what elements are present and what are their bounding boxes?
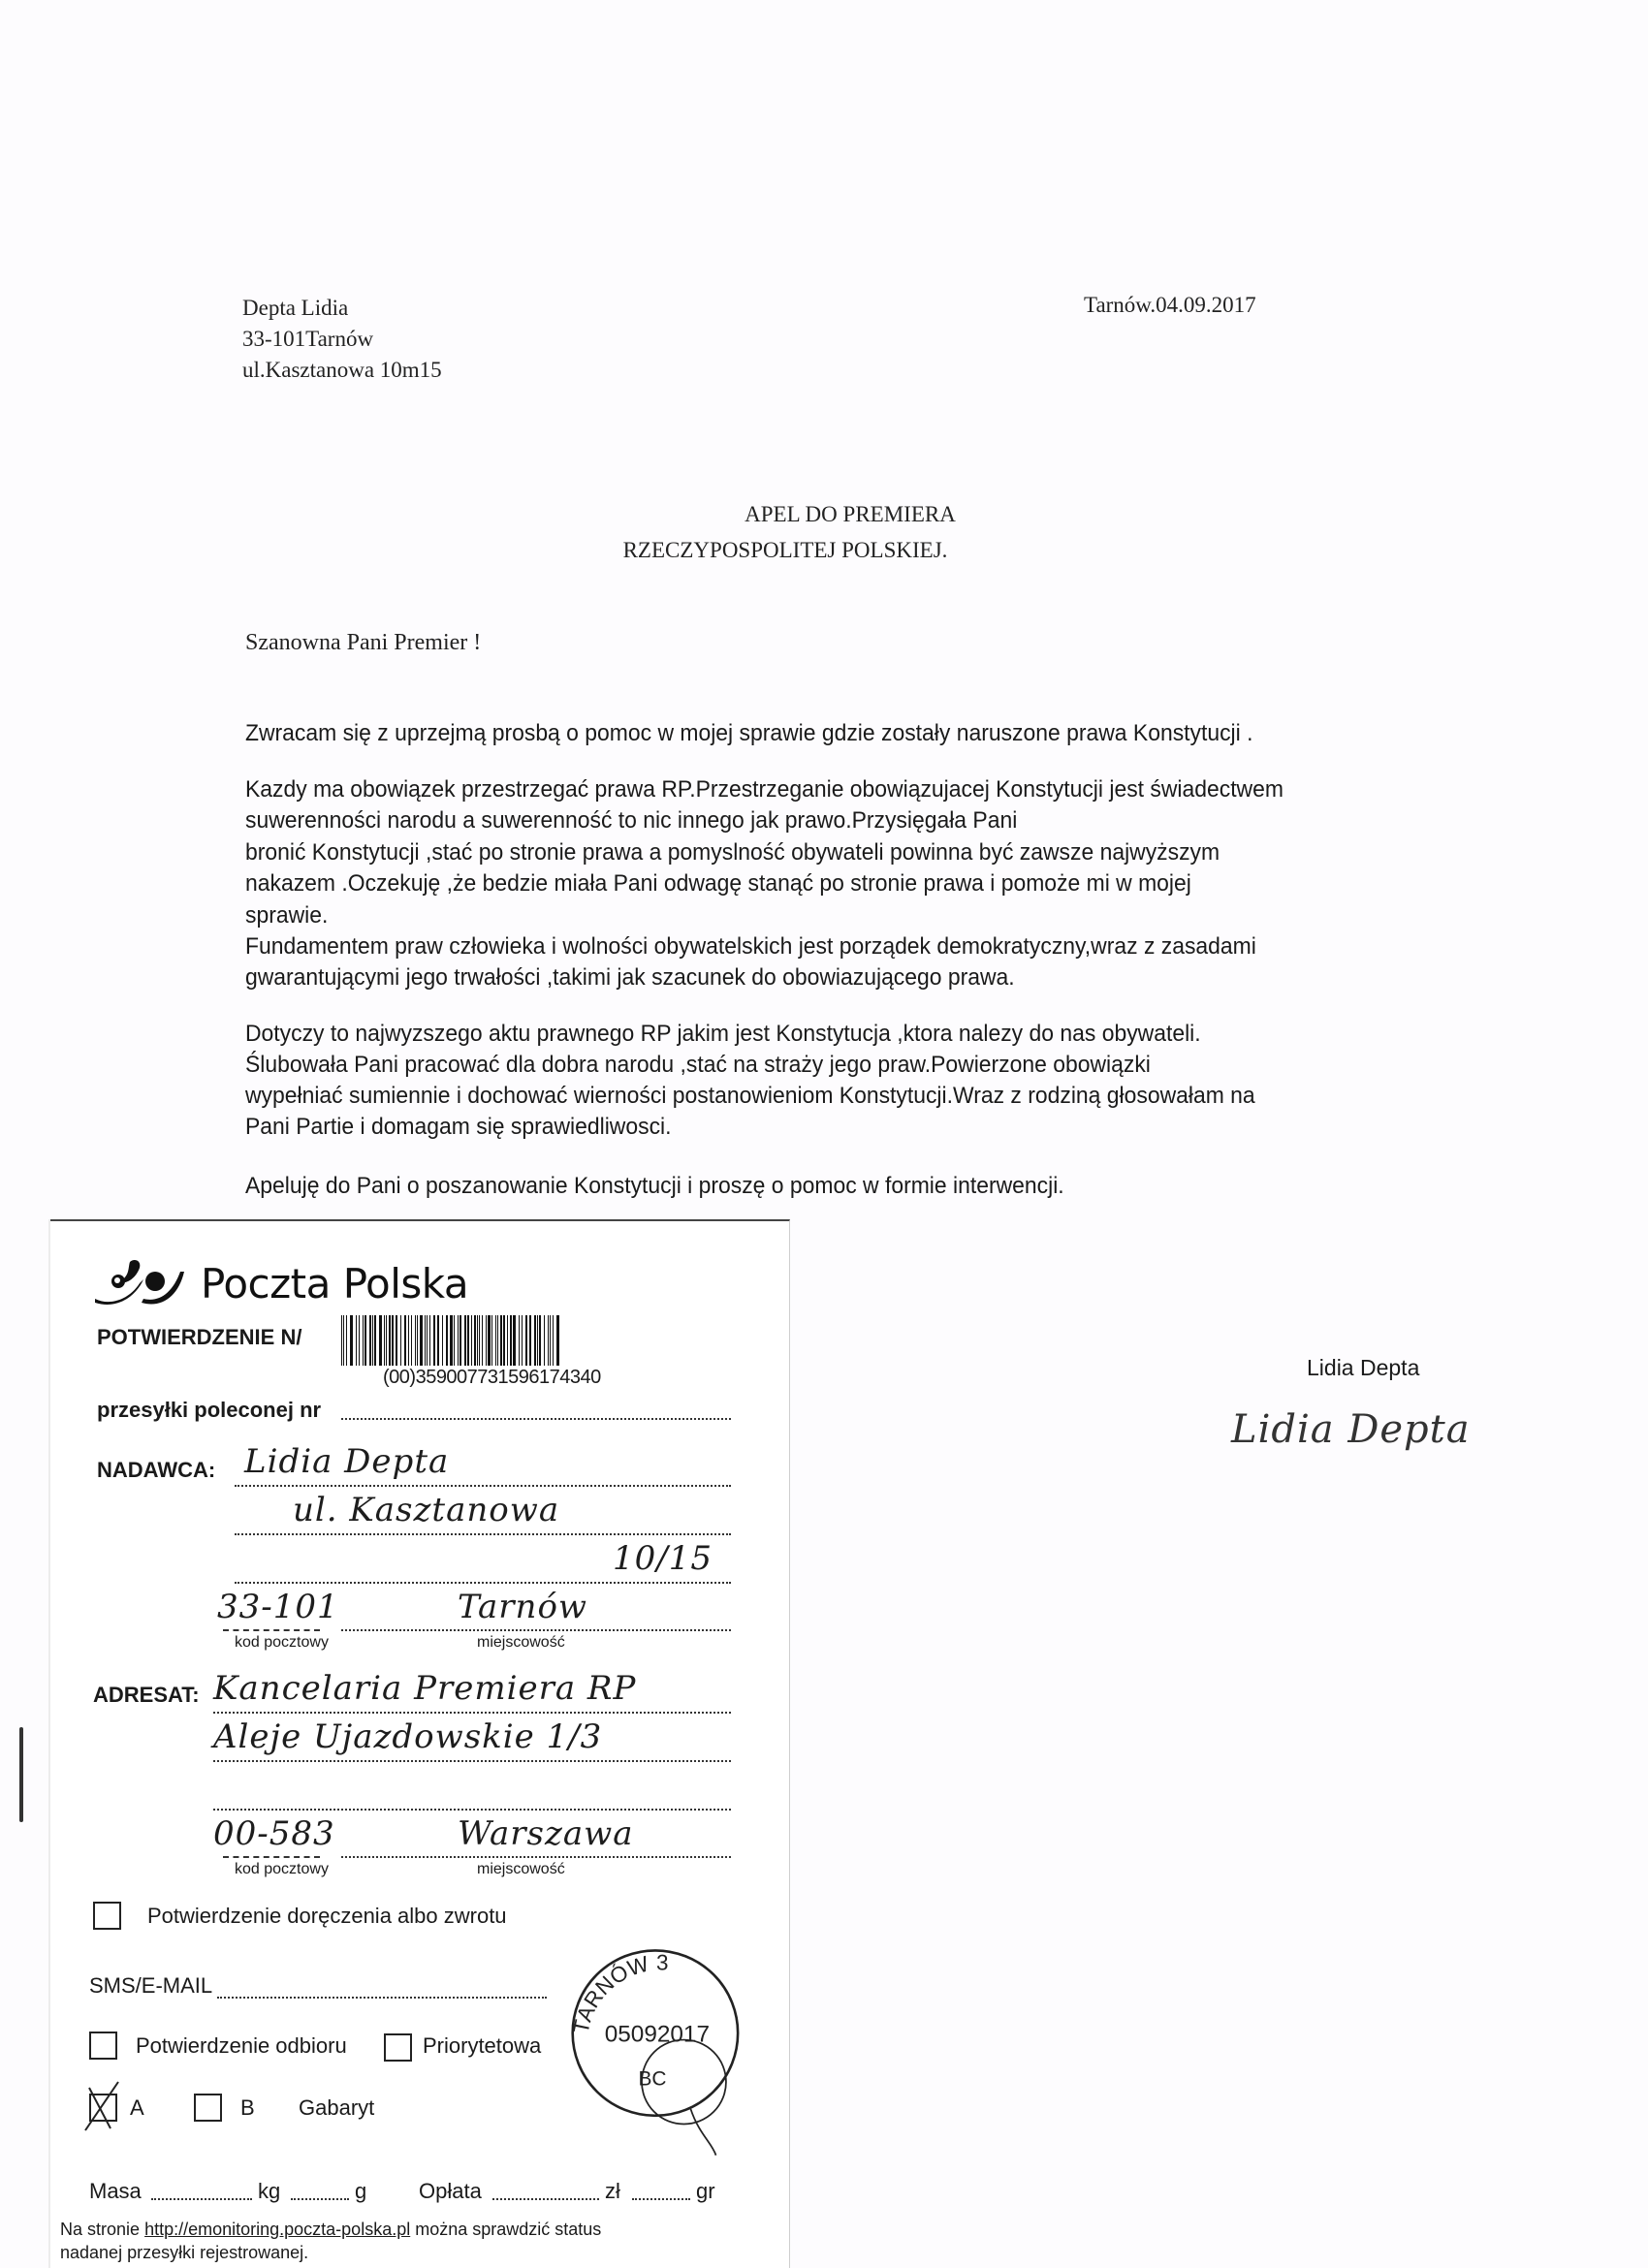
paragraph-line: sprawie.: [245, 902, 329, 929]
fee-gr-field[interactable]: [632, 2198, 690, 2200]
size-b-label: B: [240, 2095, 255, 2120]
sender-address: [242, 293, 442, 386]
city-caption: miejscowość: [477, 1634, 565, 1651]
zl-unit: zł: [605, 2179, 620, 2203]
postmark-stamp-icon: [564, 1934, 758, 2166]
salutation: Szanowna Pani Premier !: [245, 630, 482, 655]
receipt-heading: POTWIERDZENIE N/: [97, 1325, 302, 1349]
sender-line-1: [235, 1485, 731, 1487]
barcode-bar: [363, 1315, 364, 1366]
barcode-bar: [364, 1315, 366, 1366]
barcode-bar: [379, 1315, 382, 1366]
receipt-confirmation-label: Potwierdzenie odbioru: [136, 2033, 347, 2058]
sender-city-handwritten: Tarnów: [458, 1588, 588, 1626]
sender-label: NADAWCA:: [97, 1458, 216, 1482]
barcode-bar: [553, 1315, 554, 1366]
barcode-bar: [467, 1315, 469, 1366]
brand-name: Poczta Polska: [201, 1260, 469, 1307]
postal-receipt: [50, 1219, 790, 2268]
footer-suffix: można sprawdzić status: [415, 2220, 602, 2239]
barcode-bar: [356, 1315, 357, 1366]
fee-label: Opłata: [419, 2179, 482, 2203]
barcode-bar: [486, 1315, 487, 1366]
delivery-confirmation-label: Potwierdzenie doręczenia albo zwrotu: [147, 1904, 507, 1928]
sender-postcode-handwritten: 33-101: [217, 1588, 339, 1626]
sender-line-2: [235, 1533, 731, 1535]
receipt-confirmation-checkbox[interactable]: [89, 2032, 117, 2060]
barcode-bar: [343, 1315, 344, 1366]
barcode-bar: [420, 1315, 423, 1366]
addressee-postcode-handwritten: 00-583: [213, 1814, 335, 1853]
barcode-bar: [500, 1315, 502, 1366]
paragraph-line: Ślubowała Pani pracować dla dobra narodu ,stać na straży jego praw.Powierzone obowiązki: [245, 1052, 1151, 1078]
addressee-name-handwritten: Kancelaria Premiera RP: [213, 1669, 637, 1708]
barcode-bar: [386, 1315, 387, 1366]
barcode-bar: [539, 1315, 541, 1366]
size-a-label: A: [130, 2095, 144, 2120]
footer-line-1: [60, 2220, 601, 2240]
fee-zl-field[interactable]: [492, 2198, 599, 2200]
paragraph-line: nakazem .Oczekuję ,że bedzie miała Pani odwagę stanąć po stronie prawa i pomoże mi w mojej: [245, 870, 1191, 897]
barcode-bar: [372, 1315, 373, 1366]
barcode-bar: [550, 1315, 551, 1366]
footer-line-2: nadanej przesyłki rejestrowanej.: [60, 2243, 309, 2262]
paragraph-line: Kazdy ma obowiązek przestrzegać prawa RP.Przestrzeganie obowiązujacej Konstytucji jest świadectwem: [245, 776, 1284, 803]
sender-city: 33-101Tarnów: [242, 327, 374, 351]
barcode-bar: [384, 1315, 385, 1366]
barcode-bar: [495, 1315, 496, 1366]
priority-label: Priorytetowa: [423, 2033, 542, 2058]
sender-postcode-field: [223, 1629, 320, 1631]
size-a-checkbox[interactable]: [89, 2094, 117, 2122]
barcode-bar: [497, 1315, 498, 1366]
sender-name: Depta Lidia: [242, 296, 349, 320]
mass-g-field[interactable]: [291, 2198, 349, 2200]
barcode-bar: [374, 1315, 376, 1366]
barcode-bar: [556, 1315, 559, 1366]
barcode-bar: [427, 1315, 428, 1366]
registered-label: przesyłki poleconej nr: [97, 1398, 322, 1422]
paragraph-line: Fundamentem praw człowieka i wolności obywatelskich jest porządek demokratyczny,wraz z zasadami: [245, 933, 1256, 960]
barcode-bar: [389, 1315, 391, 1366]
place-date: Tarnów.04.09.2017: [1084, 293, 1256, 317]
sender-street: ul.Kasztanowa 10m15: [242, 358, 442, 382]
city-caption: miejscowość: [477, 1861, 565, 1877]
footer-prefix: Na stronie: [60, 2220, 141, 2239]
barcode-bar: [359, 1315, 360, 1366]
barcode-bar: [408, 1315, 409, 1366]
barcode-bar: [415, 1315, 416, 1366]
barcode-bar: [433, 1315, 435, 1366]
barcode-bar: [513, 1315, 516, 1366]
sender-number-handwritten: 10/15: [613, 1539, 713, 1578]
barcode-bar: [479, 1315, 480, 1366]
barcode-bar: [525, 1315, 527, 1366]
addressee-label: ADRESAT:: [93, 1683, 200, 1707]
barcode-bar: [350, 1315, 353, 1366]
barcode-bar: [477, 1315, 478, 1366]
barcode-bar: [537, 1315, 538, 1366]
delivery-confirmation-checkbox[interactable]: [93, 1902, 121, 1930]
priority-checkbox[interactable]: [384, 2033, 412, 2062]
stamp-date: 05092017: [604, 2021, 710, 2048]
gr-unit: gr: [696, 2179, 715, 2203]
barcode-bar: [471, 1315, 472, 1366]
emonitoring-link[interactable]: http://emonitoring.poczta-polska.pl: [144, 2220, 411, 2239]
sender-street-handwritten: ul. Kasztanowa: [293, 1491, 560, 1529]
handwritten-signature: Lidia Depta: [1231, 1407, 1471, 1452]
barcode-bar: [482, 1315, 483, 1366]
barcode-icon: [341, 1315, 564, 1366]
barcode-bar: [534, 1315, 536, 1366]
barcode-bar: [396, 1315, 397, 1366]
barcode-bar: [346, 1315, 347, 1366]
staple-mark: [19, 1727, 23, 1822]
check-cross-icon: [85, 2086, 124, 2130]
barcode-bar: [522, 1315, 523, 1366]
barcode-bar: [429, 1315, 430, 1366]
barcode-bar: [474, 1315, 476, 1366]
barcode-bar: [369, 1315, 371, 1366]
size-b-checkbox[interactable]: [194, 2094, 222, 2122]
barcode-bar: [450, 1315, 453, 1366]
mass-label: Masa: [89, 2179, 142, 2203]
barcode-bar: [460, 1315, 461, 1366]
paragraph-line: suwerenności narodu a suwerenność to nic innego jak prawo.Przysięgała Pani: [245, 807, 1018, 834]
sender-city-field: [341, 1629, 731, 1631]
paragraph-line: bronić Konstytucji ,stać po stronie prawa a pomyslność obywateli powinna być zawsze najwyższym: [245, 839, 1220, 866]
stamp-code: BC: [638, 2067, 667, 2091]
addressee-line-3: [213, 1809, 731, 1811]
barcode-bar: [392, 1315, 394, 1366]
barcode-bar: [507, 1315, 508, 1366]
barcode-number: (00)359007731596174340: [383, 1367, 601, 1388]
size-label: Gabaryt: [299, 2095, 375, 2120]
barcode-bar: [404, 1315, 406, 1366]
addressee-city-handwritten: Warszawa: [458, 1814, 634, 1853]
paragraph-line: Zwracam się z uprzejmą prosbą o pomoc w mojej sprawie gdzie zostały naruszone prawa Konstytucji .: [245, 720, 1253, 746]
title-line-2: RZECZYPOSPOLITEJ POLSKIEJ.: [622, 538, 948, 562]
barcode-bar: [544, 1315, 545, 1366]
paragraph-line: Apeluję do Pani o poszanowanie Konstytucji i proszę o pomoc w formie interwencji.: [245, 1173, 1064, 1199]
barcode-bar: [411, 1315, 412, 1366]
stamp-office: TARNÓW 3: [568, 1950, 669, 2036]
barcode-bar: [488, 1315, 491, 1366]
barcode-bar: [503, 1315, 505, 1366]
g-unit: g: [355, 2179, 367, 2203]
barcode-bar: [400, 1315, 401, 1366]
barcode-bar: [548, 1315, 549, 1366]
paragraph-line: wypełniać sumiennie i dochować wierności postanowieniom Konstytucji.Wraz z rodziną głosowałam na: [245, 1083, 1255, 1109]
barcode-bar: [529, 1315, 531, 1366]
barcode-bar: [464, 1315, 466, 1366]
addressee-line-2: [213, 1760, 731, 1762]
barcode-bar: [491, 1315, 492, 1366]
barcode-bar: [458, 1315, 459, 1366]
mass-kg-field[interactable]: [151, 2198, 252, 2200]
postcode-caption: kod pocztowy: [235, 1634, 329, 1651]
paragraph-line: gwarantującymi jego trwałości ,takimi jak szacunek do obowiazującego prawa.: [245, 964, 1015, 991]
paragraph-line: Dotyczy to najwyzszego aktu prawnego RP jakim jest Konstytucja ,ktora nalezy do nas obywateli.: [245, 1021, 1201, 1047]
postcode-caption: kod pocztowy: [235, 1861, 329, 1877]
barcode-bar: [510, 1315, 512, 1366]
addressee-city-field: [341, 1856, 731, 1858]
barcode-bar: [437, 1315, 439, 1366]
registered-number-field: [341, 1418, 731, 1420]
addressee-line-1: [213, 1712, 731, 1714]
title-line-1: APEL DO PREMIERA: [745, 502, 956, 526]
signature-printed-name: Lidia Depta: [1307, 1355, 1420, 1380]
sender-name-handwritten: Lidia Depta: [244, 1442, 450, 1481]
barcode-bar: [454, 1315, 455, 1366]
barcode-bar: [425, 1315, 426, 1366]
barcode-bar: [446, 1315, 448, 1366]
barcode-bar: [341, 1315, 342, 1366]
barcode-bar: [417, 1315, 418, 1366]
sms-email-label: SMS/E-MAIL: [89, 1973, 213, 1998]
addressee-street-handwritten: Aleje Ujazdowskie 1/3: [213, 1717, 603, 1756]
kg-unit: kg: [258, 2179, 281, 2203]
sender-line-3: [235, 1582, 731, 1584]
sms-email-field[interactable]: [217, 1997, 547, 1999]
paragraph-line: Pani Partie i domagam się sprawiedliwosci.: [245, 1114, 672, 1140]
addressee-postcode-field: [223, 1856, 320, 1858]
barcode-bar: [519, 1315, 520, 1366]
poczta-polska-logo-icon: [91, 1256, 198, 1310]
barcode-bar: [442, 1315, 443, 1366]
